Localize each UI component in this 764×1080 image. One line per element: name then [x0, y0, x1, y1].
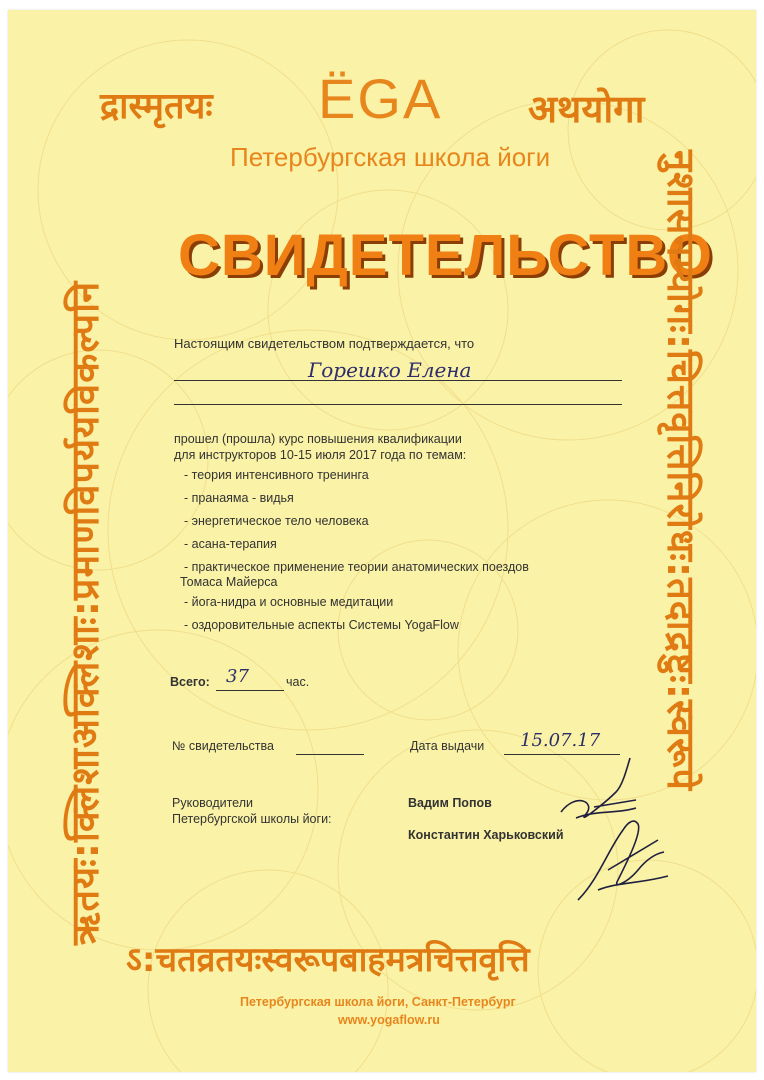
intro-text: Настоящим свидетельством подтверждается, что: [174, 336, 475, 351]
certificate-number-line: [296, 754, 364, 755]
topic-5: - практическое применение теории анатомических поездов: [184, 560, 529, 574]
logo: ЁGA: [318, 67, 443, 130]
issue-date: 15.07.17: [520, 730, 601, 751]
sanskrit-header-left: द्रास्मृतयः: [100, 86, 213, 127]
topic-5-continued: Томаса Майерса: [180, 575, 278, 589]
second-name-line: [174, 404, 622, 405]
topic-1: - теория интенсивного тренинга: [184, 468, 369, 482]
footer-school: Петербургская школа йоги, Санкт-Петербург: [240, 995, 516, 1009]
certificate-number-label: № свидетельства: [172, 739, 274, 753]
certificate: [8, 10, 756, 1072]
topic-3: - энергетическое тело человека: [184, 514, 369, 528]
topic-7: - оздоровительные аспекты Системы YogaFlow: [184, 618, 459, 632]
issue-date-label: Дата выдачи: [410, 739, 485, 753]
leader-name-1: Вадим Попов: [408, 796, 492, 810]
leaders-label-line-2: Петербургской школы йоги:: [172, 812, 332, 826]
sanskrit-banner-right: नुशासनम्योगः:चित्तवृत्तिनिरोधः:तदाद्रष्टुः:स्वरूपे: [659, 150, 703, 792]
sanskrit-banner-left: ऋतयः:क्लिशाअक्लिशाः:प्रमाणविपर्ययविकल्पनि: [63, 280, 107, 945]
recipient-name: Горешко Елена: [308, 358, 472, 382]
leader-name-2: Константин Харьковский: [408, 828, 564, 842]
signature-2: [568, 810, 678, 910]
topic-6: - йога-нидра и основные медитации: [184, 595, 394, 609]
course-line-2: для инструкторов 10-15 июля 2017 года по темам:: [174, 448, 467, 462]
certificate-title: СВИДЕТЕЛЬСТВО: [178, 223, 713, 288]
topic-2: - пранаяма - видья: [184, 491, 294, 505]
course-line-1: прошел (прошла) курс повышения квалификации: [174, 432, 462, 446]
hours-unit: час.: [286, 675, 310, 689]
sanskrit-banner-bottom: ऽ:चतव्रतयःस्वरूपबाहमत्रचित्तवृत्ति: [126, 940, 530, 980]
leaders-label-line-1: Руководители: [172, 796, 253, 810]
footer-website: www.yogaflow.ru: [338, 1013, 440, 1027]
hours-line: [216, 690, 284, 691]
sanskrit-header-right: अथयोगा: [528, 87, 645, 131]
topic-4: - асана-терапия: [184, 537, 277, 551]
school-name: Петербургская школа йоги: [230, 142, 551, 172]
total-hours: 37: [226, 666, 249, 687]
total-label: Всего:: [170, 675, 210, 689]
